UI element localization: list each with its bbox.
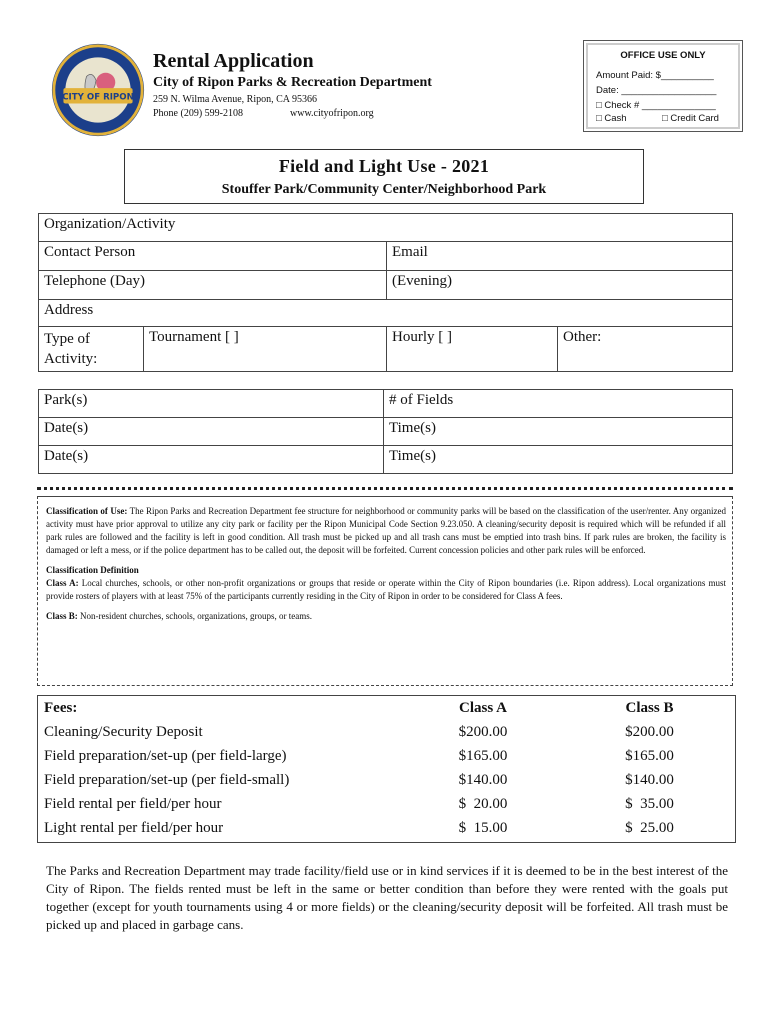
footer-paragraph: The Parks and Recreation Department may trade facility/field use or in kind services if it is deemed to be in the best interest of the City of Ripon. The fields rented must be left in the same or better condition than before they were rented with the goals put together (except for youth tournaments using 4 or more fields) or the cleaning/security deposit will be forfeited. All trash must be picked up and placed in garbage cans. <box>46 863 728 932</box>
classification-use-text: The Ripon Parks and Recreation Department fee structure for neighborhood or community parks will be based on the classification of the user/renter. Any organized activity must have prior approval to utilize any city park or facility per the Ripon Municipal Code Section 9.23.050. A cleaning/security deposit is required which will be refunded if all park rules are followed and the facility is left in good condition. All trash must be picked up and all trash cans must be emptied into trash bins. If park rules are broken, the facility is damaged or left a mess, or if the police department has to be called out, the deposit will be forfeited. Current concession policies and other park rules will be enforced. <box>46 506 726 555</box>
telephone-day-label: Telephone (Day) <box>44 273 145 289</box>
date-label-1: Date(s) <box>44 420 89 436</box>
table-row <box>38 816 735 840</box>
office-credit-card[interactable]: □ Credit Card <box>662 113 719 124</box>
fee-class-a: $ 15.00 <box>458 819 508 836</box>
table-row <box>38 744 735 768</box>
fee-name: Cleaning/Security Deposit <box>44 723 203 740</box>
office-use-title: OFFICE USE ONLY <box>620 50 706 61</box>
fees-header-row <box>38 696 735 720</box>
header-address: 259 N. Wilma Avenue, Ripon, CA 95366 <box>153 94 317 105</box>
table-row <box>38 792 735 816</box>
parks-label: Park(s) <box>44 392 88 408</box>
fees-header: Fees: <box>44 699 78 716</box>
office-amount-paid[interactable]: Amount Paid: $__________ <box>596 70 714 81</box>
office-check[interactable]: □ Check # ______________ <box>596 100 716 111</box>
class-a-text: Local churches, schools, or other non-profit organizations or groups that reside or operate within the City of Ripon boundaries (i.e. Ripon address). Local organizations must provide rosters of players with at least 75% of the participants currently residing in the City of Ripon in order to be considered for Class A fees. <box>46 578 726 601</box>
fee-name: Field preparation/set-up (per field-large) <box>44 747 287 764</box>
fields-count-label: # of Fields <box>389 392 454 408</box>
form-title-box <box>124 149 644 204</box>
other-label: Other: <box>563 329 602 345</box>
date-label-2: Date(s) <box>44 448 89 464</box>
address-field[interactable] <box>39 300 733 327</box>
dotted-divider <box>37 487 733 490</box>
header-phone: Phone (209) 599-2108 <box>153 108 243 119</box>
city-seal-logo <box>50 42 146 138</box>
type-of-activity-cell <box>39 327 144 372</box>
class-b-header: Class B <box>625 699 674 716</box>
other-field[interactable] <box>558 327 733 372</box>
office-date[interactable]: Date: __________________ <box>596 85 717 96</box>
classification-use-label: Classification of Use: <box>46 506 128 516</box>
fee-class-a: $140.00 <box>458 771 508 788</box>
organization-field[interactable] <box>39 214 733 242</box>
telephone-evening-field[interactable] <box>387 271 733 300</box>
date-field-2[interactable] <box>39 446 384 474</box>
time-label-1: Time(s) <box>389 420 436 436</box>
contact-table <box>38 213 733 372</box>
office-cash[interactable]: □ Cash <box>596 113 627 124</box>
fees-table <box>38 696 735 840</box>
fee-name: Light rental per field/per hour <box>44 819 224 836</box>
hourly-label: Hourly [ ] <box>392 329 452 345</box>
address-label: Address <box>44 302 94 318</box>
fee-class-b: $ 25.00 <box>625 819 674 836</box>
fee-class-b: $ 35.00 <box>625 795 674 812</box>
classification-definition-label: Classification Definition <box>46 565 139 575</box>
office-use-box <box>583 40 743 132</box>
fee-class-a: $200.00 <box>458 723 508 740</box>
class-a-label: Class A: <box>46 578 79 588</box>
contact-person-label: Contact Person <box>44 244 136 260</box>
header-department: City of Ripon Parks & Recreation Department <box>153 75 432 90</box>
table-row <box>38 720 735 744</box>
header-title: Rental Application <box>153 50 314 72</box>
time-field-2[interactable] <box>384 446 733 474</box>
telephone-evening-label: (Evening) <box>392 273 452 289</box>
email-field[interactable] <box>387 242 733 271</box>
fee-class-a: $165.00 <box>458 747 508 764</box>
park-table <box>38 389 733 474</box>
organization-label: Organization/Activity <box>44 216 176 232</box>
class-b-text: Non-resident churches, schools, organizations, groups, or teams. <box>77 611 313 621</box>
tournament-label: Tournament [ ] <box>149 329 239 345</box>
time-label-2: Time(s) <box>389 448 436 464</box>
classification-box <box>37 496 733 686</box>
fee-name: Field preparation/set-up (per field-small) <box>44 771 290 788</box>
fee-class-b: $200.00 <box>625 723 674 740</box>
tournament-option[interactable] <box>144 327 387 372</box>
form-title: Field and Light Use - 2021 <box>278 156 490 176</box>
telephone-day-field[interactable] <box>39 271 387 300</box>
logo-text: CITY OF RIPON <box>62 92 134 103</box>
email-label: Email <box>392 244 428 260</box>
header-website: www.cityofripon.org <box>290 108 374 119</box>
time-field-1[interactable] <box>384 418 733 446</box>
type-of-label: Type of <box>44 331 91 347</box>
class-b-label: Class B: <box>46 611 78 621</box>
table-row <box>38 768 735 792</box>
date-field-1[interactable] <box>39 418 384 446</box>
form-subtitle: Stouffer Park/Community Center/Neighborhood Park <box>221 182 547 197</box>
parks-field[interactable] <box>39 390 384 418</box>
hourly-option[interactable] <box>387 327 558 372</box>
fee-name: Field rental per field/per hour <box>44 795 222 812</box>
fee-class-b: $140.00 <box>625 771 674 788</box>
fee-class-a: $ 20.00 <box>458 795 508 812</box>
fee-class-b: $165.00 <box>625 747 674 764</box>
class-a-header: Class A <box>459 699 507 716</box>
contact-person-field[interactable] <box>39 242 387 271</box>
fields-count-field[interactable] <box>384 390 733 418</box>
activity-label: Activity: <box>44 351 98 367</box>
